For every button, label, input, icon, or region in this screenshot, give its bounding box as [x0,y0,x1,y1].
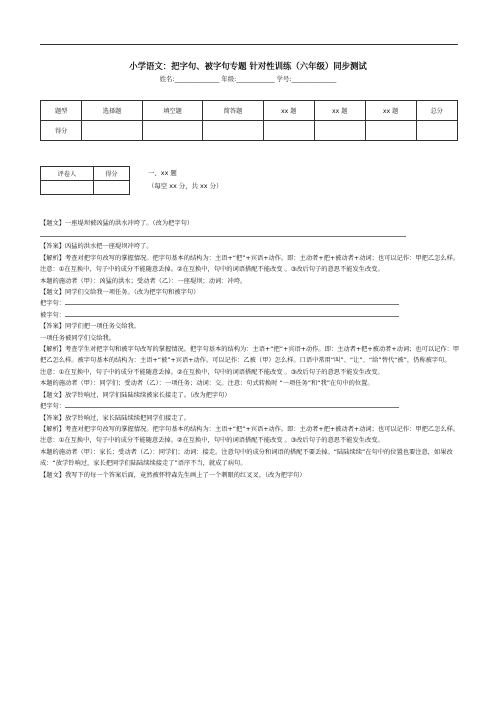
section-heading [148,167,222,193]
score-header-cell: xx 题 [263,101,314,121]
analysis-text: 本题的施动者（甲）：同学们；受动者（乙）：一项任务；动词：交。注意：句式转换时 “一项任务”和“我”在句中的位置。 [40,380,374,388]
analysis-text: 【解析】考查对把字句改写的掌握情况。把字句基本的结构为：主语+“把”+宾语+动作。即：主动者+把+被动者+动词；也可以记作：甲把乙怎么样。注意：①在互换中，句子中的成分不能随意丢掉。②在互换中，句中的词语搭配不能改变 。③改后句子的意思不能发生改变。 [40,425,460,445]
answer-blank [65,298,399,305]
score-cell [203,121,263,141]
analysis-text: 注意：①在互换中，句子中的成分不能随意丢掉。②在互换中，句中的词语搭配不能改变 。③改后句子的意思不能发生改变。 [40,368,384,376]
reviewer-label: 评卷人 [41,167,94,181]
score-table-score-row [41,121,458,141]
answer-text: 【答案】凶猛的洪水把一座堤坝冲垮了。 [40,243,153,251]
score-row-label: 得分 [41,121,82,141]
fill-label: 把字句： [40,403,65,411]
answer-text: 一项任务被同学们交给我。 [40,334,115,342]
score-table [40,100,458,141]
score-header-cell: 简答题 [203,101,263,121]
page-title: 小学语文：把字句、被字句专题 针对性训练（六年级）同步测试 [129,61,367,71]
reviewer-score-label: 得分 [93,167,129,181]
score-cell [314,121,365,141]
score-header-cell: 题型 [41,101,82,121]
score-cell [82,121,142,141]
score-header-cell: 总分 [416,101,457,121]
question-content [40,218,460,481]
analysis-text: 【解析】考查对把字句改写的掌握情况。把字句基本的结构为：主语+“把”+宾语+动作。即：主动者+把+被动者+动词；也可以记作：甲把乙怎么样。注意：①在互换中，句子中的成分不能随意丢掉。②在互换中，句中的词语搭配不能改变 。③改后句子的意思不能发生改变。 [40,254,460,274]
student-info-line: 姓名:______________ 年级:____________ 学号:______________ [159,75,337,83]
fill-line [40,401,460,412]
answer-text: 【答案】放学铃响过，家长陆陆续续把同学们接走了。 [40,414,190,422]
answer-blank [40,230,406,237]
fill-line [40,310,460,321]
question-text: 【题文】同学们交给我一项任务。（改为把字句和被字句） [40,289,200,297]
score-cell [365,121,416,141]
fill-label: 被字句： [40,311,65,319]
score-header-cell: 选择题 [82,101,142,121]
score-header-cell: xx 题 [365,101,416,121]
question-text: 【题文】一座堤坝被凶猛的洪水冲垮了。（改为把字句） [40,220,194,227]
reviewer-score-cell [93,181,129,195]
analysis-text: 本题的施动者（甲）：凶猛的洪水；受动者（乙）：一座堤坝；动词：冲垮。 [40,277,247,285]
question-text: 【题文】放学铃响过，同学们陆陆续续被家长接走了。（改为把字句） [40,391,231,399]
score-table-header-row [41,101,458,121]
reviewer-table [40,166,130,195]
reviewer-cell [41,181,94,195]
analysis-text: 本题的施动者（甲）：家长；受动者（乙）：同学们；动词：接走。注意句中的成分和词语的搭配不要丢掉。“陆陆续续”在句中的位置也要注意，如果改成：“放学铃响过，家长把同学们陆陆续续接走了”语序不当，就成了病句。 [40,448,453,468]
question-text: 【题文】我写下的每一个答案后面，竟然被怀特森先生画上了一个刺眼的红叉叉。（改为把字句） [40,471,306,479]
section-title: 一、xx 题 [148,169,177,177]
answer-blank [65,401,399,408]
analysis-text: 【解析】考查学生对把字句和被字句改写的掌握情况。把字句基本的结构为：主语+“把”+宾语+动作。即：主动者+把+被动者+动词；也可以记作：甲把乙怎么样。被字句基本的结构为：主语+“被”+宾语+动作。可以记作：乙被（甲）怎么样。口语中常用“叫”、“让”、“给”替代“被”，仍称被字句。 [40,346,460,365]
score-header-cell: 填空题 [142,101,202,121]
score-header-cell: xx 题 [314,101,365,121]
fill-label: 把字句： [40,300,65,308]
answer-blank [65,310,399,317]
fill-line [40,298,460,309]
header-rule [40,44,458,45]
score-cell [142,121,202,141]
section-subtitle: （每空 xx 分，共 xx 分） [148,182,223,190]
answer-text: 【答案】同学们把一项任务交给我。 [40,323,140,331]
score-cell [416,121,457,141]
score-cell [263,121,314,141]
